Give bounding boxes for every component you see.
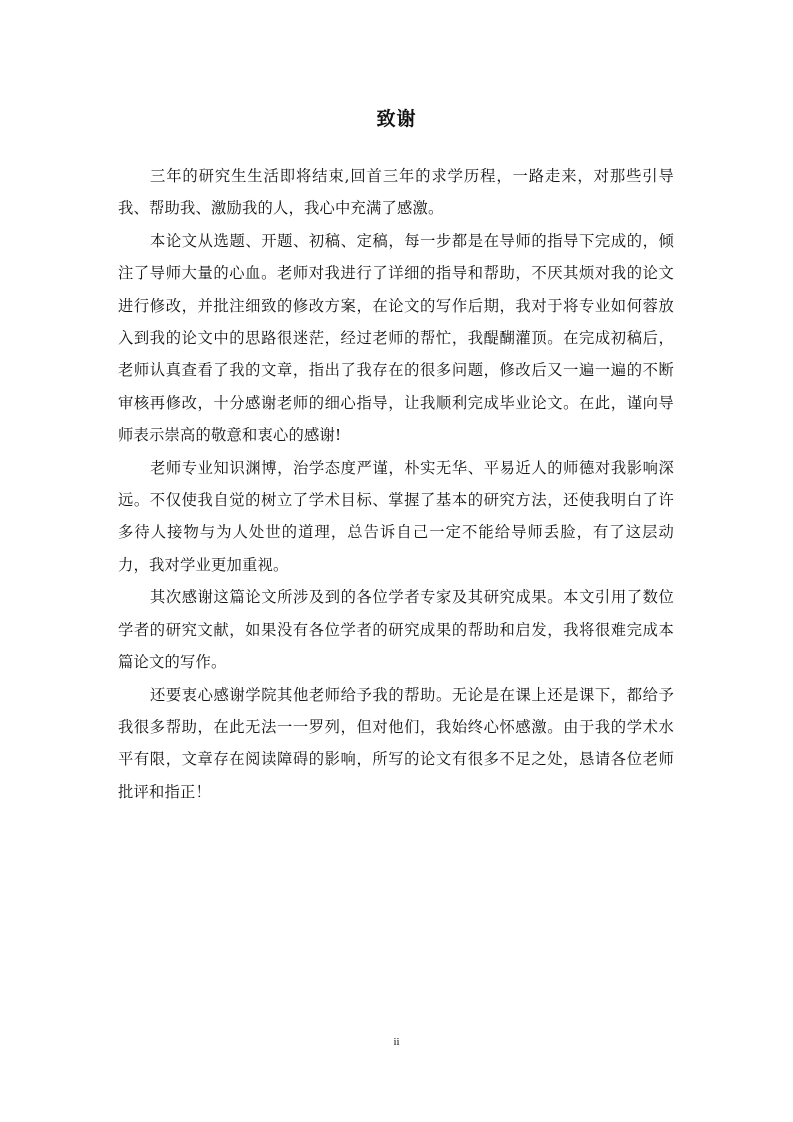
paragraph: 本论文从选题、开题、初稿、定稿，每一步都是在导师的指导下完成的，倾注了导师大量的心血。老师对我进行了详细的指导和帮助，不厌其烦对我的论文进行修改，并批注细致的修改方案，在论文的写作后期，我对于将专业如何蓉放入到我的论文中的思路很迷茫，经过老师的帮忙，我醍醐灌顶。在完成初稿后，老师认真查看了我的文章，指出了我存在的很多问题，修改后又一遍一遍的不断审核再修改，十分感谢老师的细心指导，让我顺利完成毕业论文。在此，谨向导师表示崇高的敬意和衷心的感谢!	[118, 231, 674, 445]
paragraph: 三年的研究生生活即将结束,回首三年的求学历程，一路走来，对那些引导我、帮助我、激励我的人，我心中充满了感激。	[118, 167, 674, 218]
page-number: ii	[393, 1036, 400, 1048]
paragraph: 还要衷心感谢学院其他老师给予我的帮助。无论是在课上还是课下，都给予我很多帮助，在此无法一一罗列，但对他们，我始终心怀感激。由于我的学术水平有限，文章存在阅读障碍的影响，所写的论文有很多不足之处，恳请各位老师批评和指正！	[118, 685, 674, 801]
paragraph: 其次感谢这篇论文所涉及到的各位学者专家及其研究成果。本文引用了数位学者的研究文献，如果没有各位学者的研究成果的帮助和启发，我将很难完成本篇论文的写作。	[118, 588, 674, 672]
page-title: 致谢	[376, 108, 417, 130]
acknowledgement-body	[118, 160, 674, 808]
paragraph: 老师专业知识渊博，治学态度严谨，朴实无华、平易近人的师德对我影响深远。不仅使我自觉的树立了学术目标、掌握了基本的研究方法，还使我明白了许多待人接物与为人处世的道理，总告诉自己一定不能给导师丢脸，有了这层动力，我对学业更加重视。	[118, 458, 674, 574]
